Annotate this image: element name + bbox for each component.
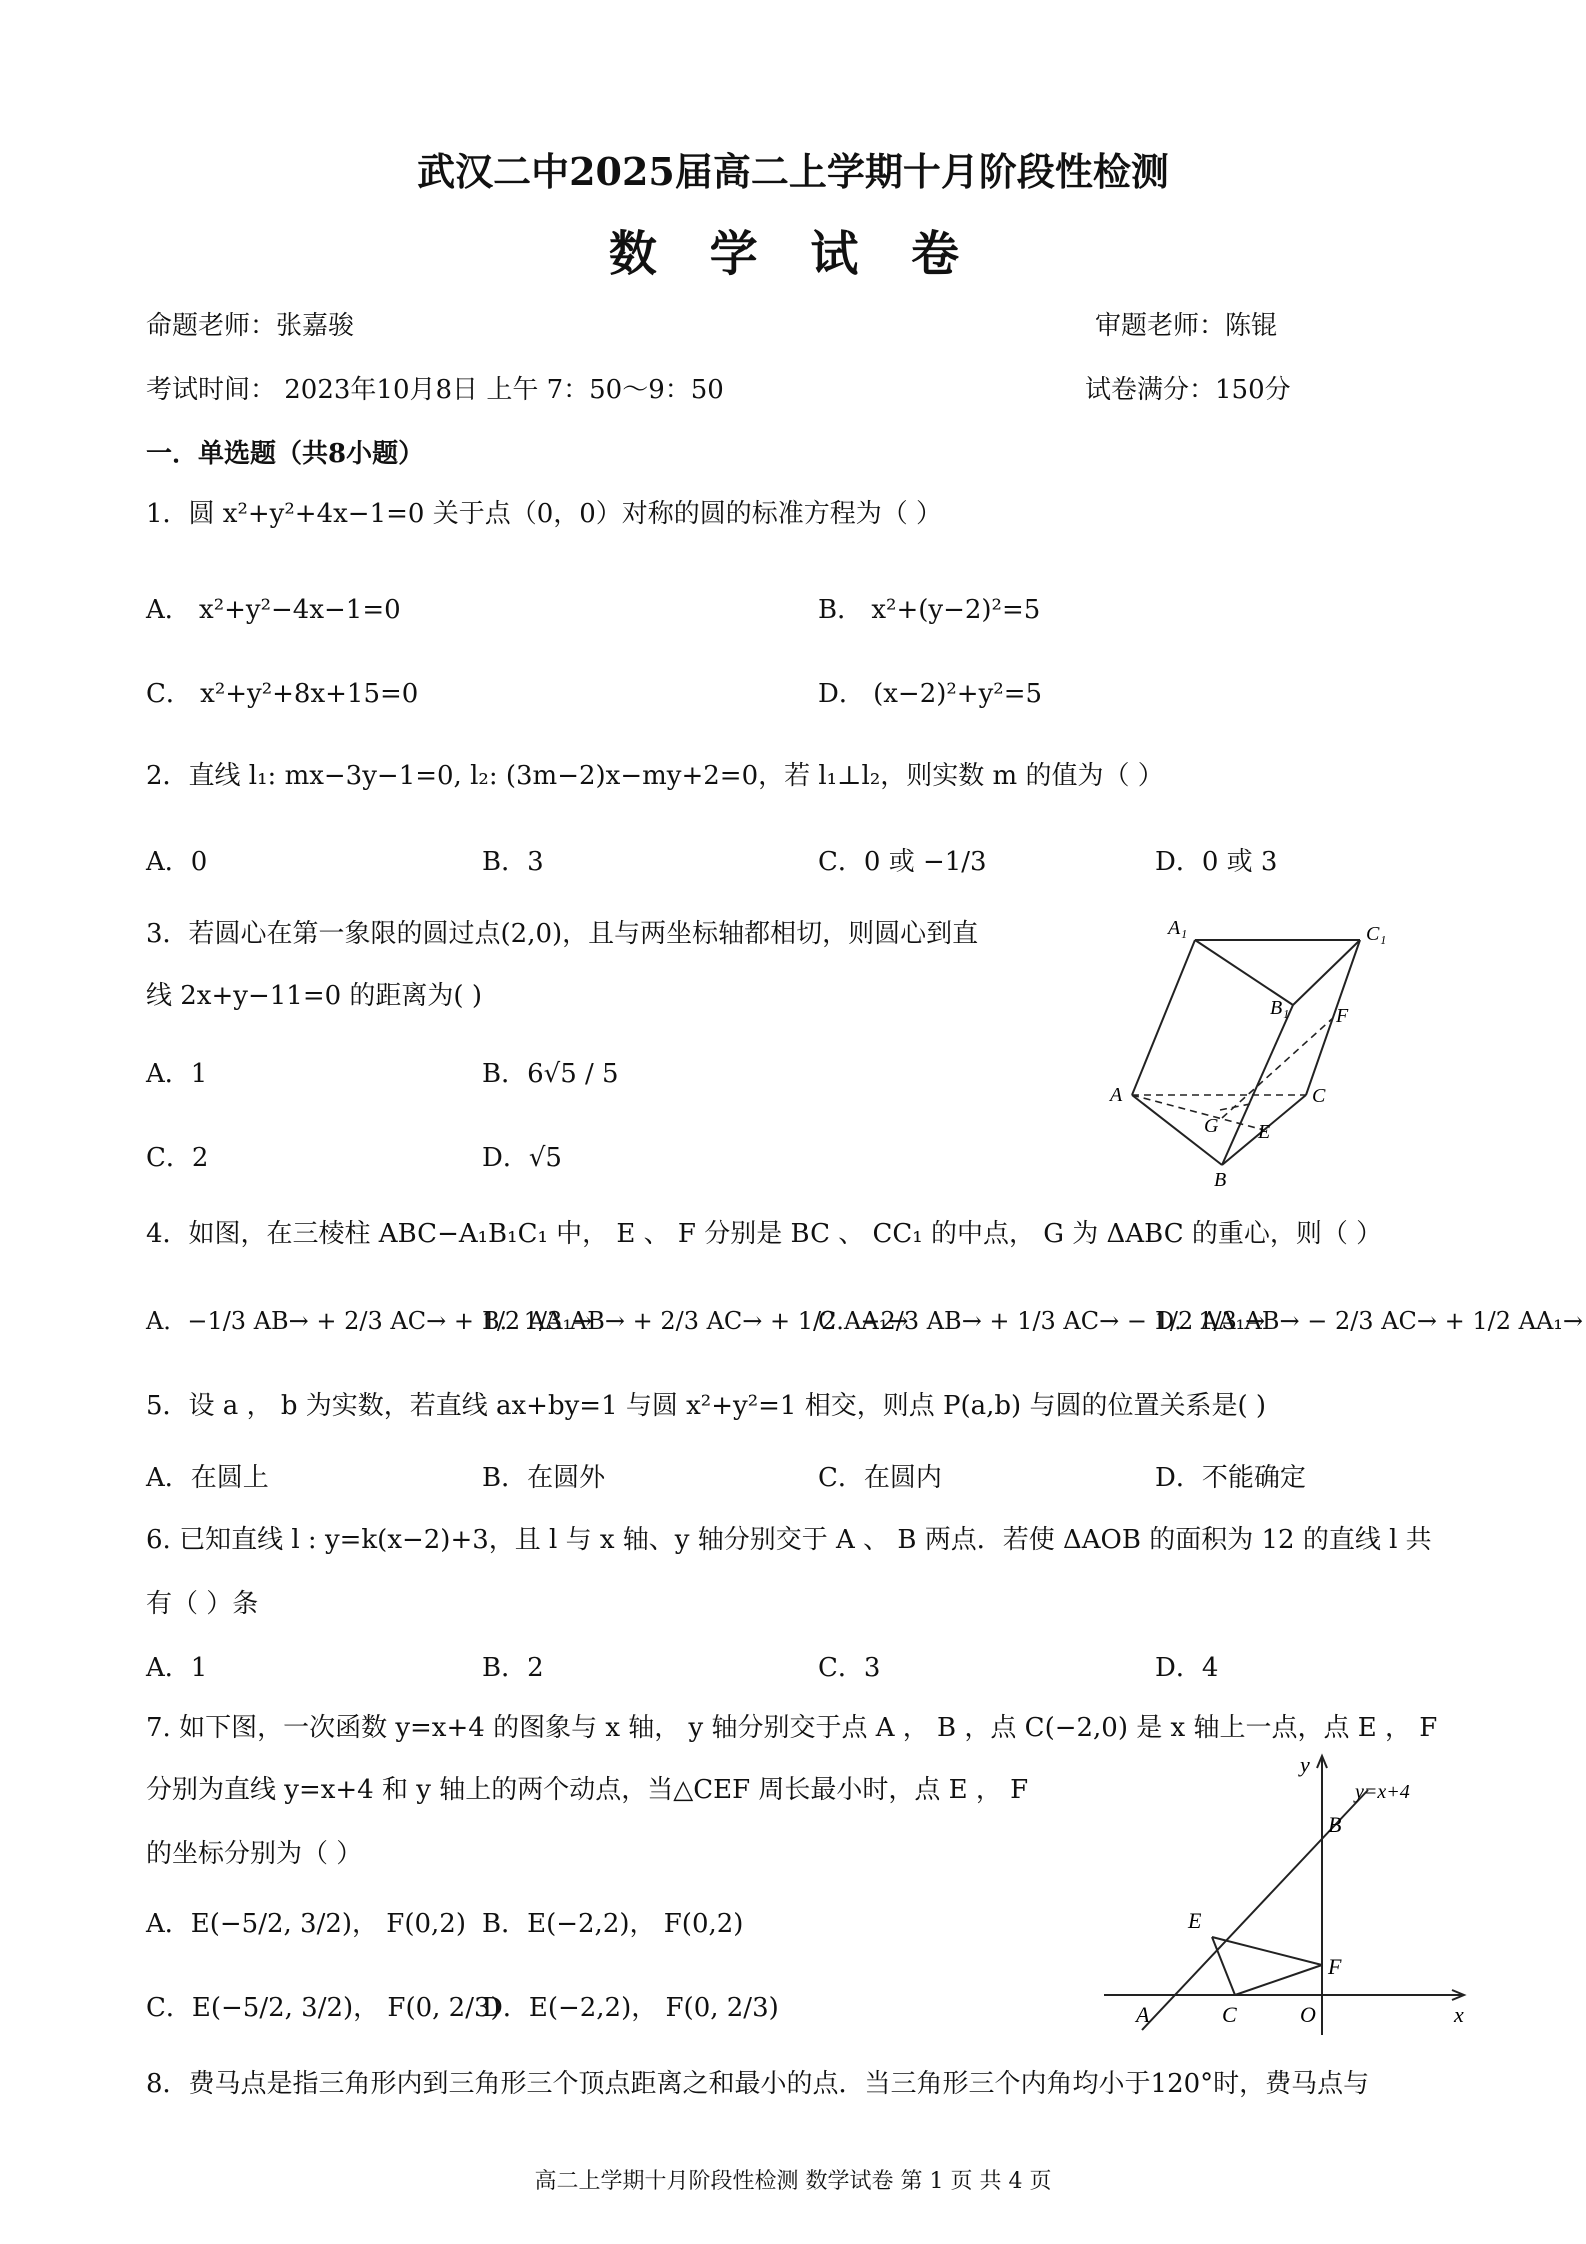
q3-option-a: A．1 — [146, 1059, 208, 1089]
q4-option-b: B．1/3 AB→ + 2/3 AC→ + 1/2 AA₁→ — [482, 1307, 909, 1335]
q3-option-b: B．6√5 / 5 — [482, 1059, 619, 1089]
q2-option-c: C．0 或 −1/3 — [818, 847, 987, 877]
q7-option-c: C．E(−5/2, 3/2)， F(0, 2/3) — [146, 1993, 501, 2023]
q2-option-d: D．0 或 3 — [1155, 847, 1278, 877]
q5-stem: 5．设 a ， b 为实数，若直线 ax+by=1 与圆 x²+y²=1 相交，则点 P(a,b) 与圆的位置关系是( ) — [146, 1391, 1266, 1421]
label-b: B — [1214, 1169, 1227, 1190]
q2-option-a: A．0 — [146, 847, 208, 877]
label-c1: C₁ — [1366, 923, 1387, 945]
q4-option-a: A．−1/3 AB→ + 2/3 AC→ + 1/2 AA₁→ — [146, 1307, 593, 1335]
q6-option-a: A．1 — [146, 1653, 208, 1683]
q3-option-c: C．2 — [146, 1143, 209, 1173]
axis-label-x: x — [1454, 2002, 1464, 2027]
q5-option-b: B．在圆外 — [482, 1463, 606, 1493]
q1-option-d: D． (x−2)²+y²=5 — [818, 679, 1043, 709]
section-heading: 一．单选题（共8小题） — [146, 439, 425, 469]
q2-option-b: B．3 — [482, 847, 544, 877]
full-score: 试卷满分：150分 — [1085, 375, 1291, 405]
label-b1: B₁ — [1270, 997, 1290, 1019]
label-a1: A₁ — [1168, 917, 1188, 939]
q7-option-d: D．E(−2,2)， F(0, 2/3) — [482, 1993, 779, 2023]
q1-option-a: A． x²+y²−4x−1=0 — [146, 595, 401, 625]
q5-option-a: A．在圆上 — [146, 1463, 269, 1493]
q2-stem: 2．直线 l₁: mx−3y−1=0, l₂: (3m−2)x−my+2=0，若 l₁⊥l₂，则实数 m 的值为（ ） — [146, 761, 1164, 791]
q3-stem-line1: 3．若圆心在第一象限的圆过点(2,0)，且与两坐标轴都相切，则圆心到直 — [146, 919, 979, 949]
q6-option-c: C．3 — [818, 1653, 881, 1683]
q6-stem-line1: 6. 已知直线 l : y=k(x−2)+3，且 l 与 x 轴、y 轴分别交于 A 、 B 两点．若使 ΔAOB 的面积为 12 的直线 l 共 — [146, 1525, 1432, 1555]
q7-option-b: B．E(−2,2)， F(0,2) — [482, 1909, 744, 1939]
author-line: 命题老师：张嘉骏 — [146, 311, 355, 341]
reviewer-line: 审题老师：陈锟 — [1095, 311, 1278, 341]
q3-stem-line2: 线 2x+y−11=0 的距离为( ) — [146, 981, 482, 1011]
point-label-b: B — [1328, 1812, 1342, 1837]
q4-option-d: D．1/3 AB→ − 2/3 AC→ + 1/2 AA₁→ — [1155, 1307, 1584, 1335]
point-label-c: C — [1222, 2002, 1237, 2027]
q7-stem-line1: 7. 如下图，一次函数 y=x+4 的图象与 x 轴， y 轴分别交于点 A ， B ，点 C(−2,0) 是 x 轴上一点，点 E ， F — [146, 1713, 1438, 1743]
point-label-a: A — [1136, 2002, 1150, 2027]
q7-stem-line3: 的坐标分别为（ ） — [146, 1839, 363, 1869]
q1-option-c: C． x²+y²+8x+15=0 — [146, 679, 419, 709]
point-label-f: F — [1328, 1954, 1342, 1979]
q6-option-b: B．2 — [482, 1653, 544, 1683]
point-label-e: E — [1188, 1908, 1202, 1933]
q3-option-d: D．√5 — [482, 1143, 562, 1173]
q5-option-c: C．在圆内 — [818, 1463, 942, 1493]
q7-option-a: A．E(−5/2, 3/2)， F(0,2) — [146, 1909, 466, 1939]
linear-graph-figure — [1100, 1750, 1480, 2040]
axis-label-y: y — [1300, 1752, 1310, 1777]
label-f: F — [1336, 1005, 1349, 1027]
q8-stem: 8．费马点是指三角形内到三角形三个顶点距离之和最小的点．当三角形三个内角均小于120°时，费马点与 — [146, 2069, 1370, 2099]
exam-time: 考试时间： 2023年10月8日 上午 7：50～9：50 — [146, 375, 724, 405]
q1-option-b: B． x²+(y−2)²=5 — [818, 595, 1041, 625]
exam-title: 武汉二中2025届高二上学期十月阶段性检测 — [417, 149, 1169, 194]
label-c: C — [1312, 1085, 1326, 1107]
q6-option-d: D．4 — [1155, 1653, 1219, 1683]
prism-figure — [1100, 910, 1420, 1190]
point-label-o: O — [1300, 2002, 1316, 2027]
label-g: G — [1204, 1115, 1219, 1137]
q7-stem-line2: 分别为直线 y=x+4 和 y 轴上的两个动点，当△CEF 周长最小时，点 E ， F — [146, 1775, 1029, 1805]
page-footer: 高二上学期十月阶段性检测 数学试卷 第 1 页 共 4 页 — [534, 2169, 1052, 2194]
exam-subtitle: 数 学 试 卷 — [608, 226, 978, 282]
q4-stem: 4．如图，在三棱柱 ABC−A₁B₁C₁ 中， E 、 F 分别是 BC 、 CC₁ 的中点， G 为 ΔABC 的重心，则（ ） — [146, 1219, 1383, 1249]
label-e: E — [1258, 1121, 1271, 1143]
q5-option-d: D．不能确定 — [1155, 1463, 1306, 1493]
q4-option-c: C．−2/3 AB→ + 1/3 AC→ − 1/2 AA₁→ — [818, 1307, 1266, 1335]
q1-stem: 1．圆 x²+y²+4x−1=0 关于点（0，0）对称的圆的标准方程为（ ） — [146, 499, 943, 529]
q6-stem-line2: 有（ ）条 — [146, 1589, 259, 1619]
line-label: y=x+4 — [1355, 1781, 1410, 1803]
label-a: A — [1110, 1084, 1123, 1106]
